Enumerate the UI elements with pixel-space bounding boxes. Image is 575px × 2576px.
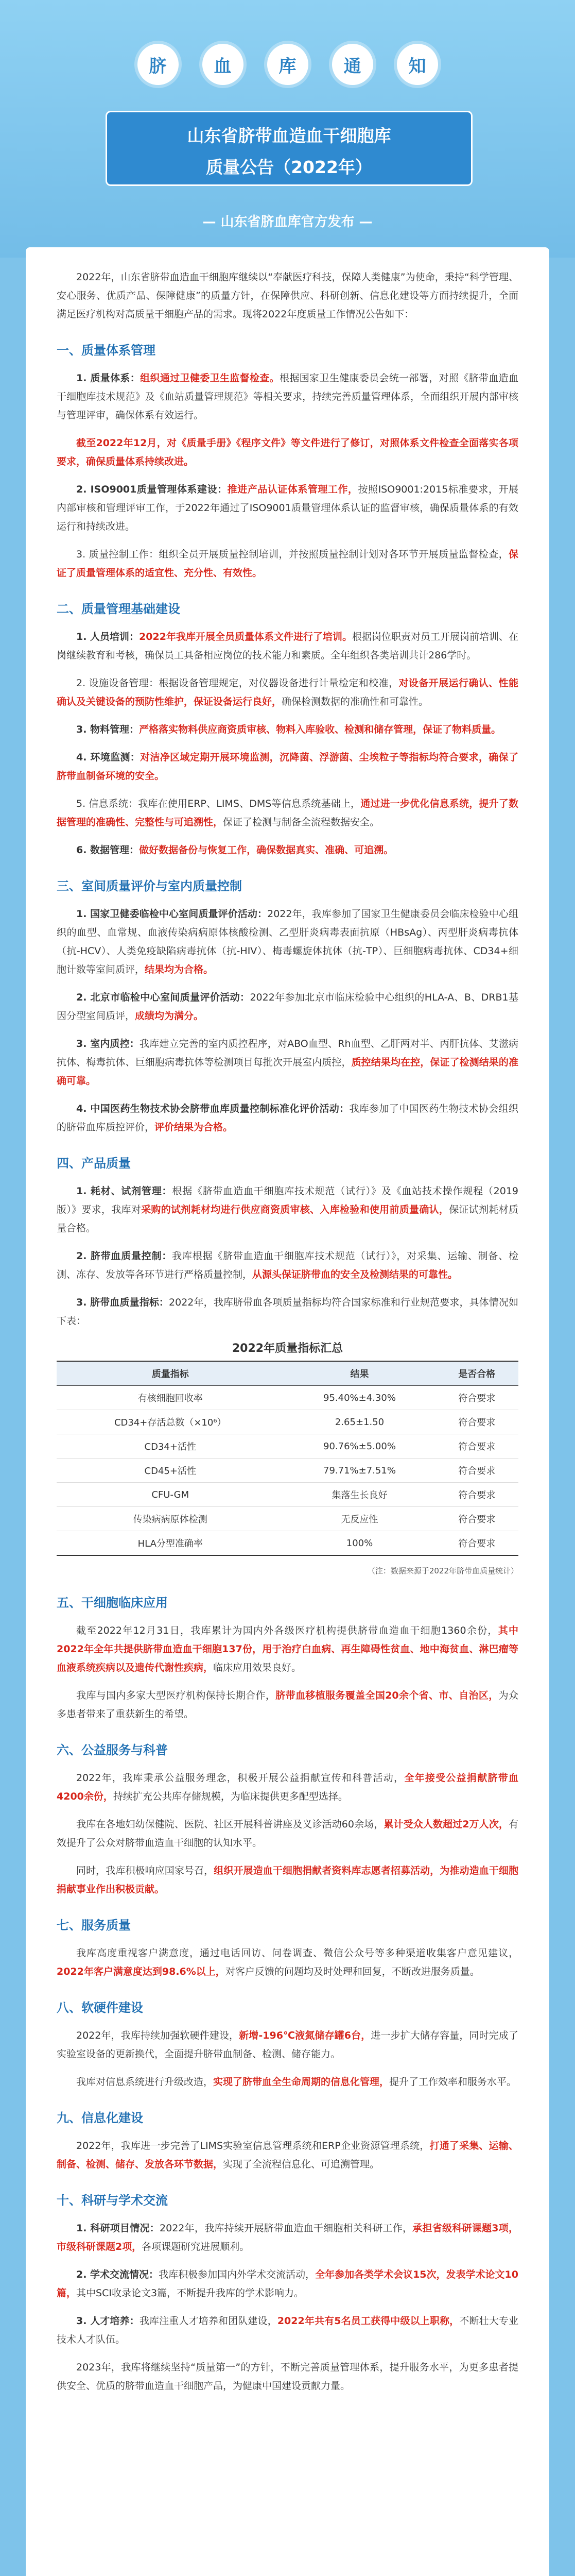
s2-p4-red: 对洁净区域定期开展环境监测，沉降菌、浮游菌、尘埃粒子等指标均符合要求，确保了脐带血制备环境的安全。 [57, 752, 518, 782]
s2-p1-label: 1. 人员培训： [76, 631, 140, 642]
s1-p4-text: 3. 质量控制工作：组织全员开展质量控制培训，并按照质量控制计划对各环节开展质量监督检查， [76, 549, 509, 560]
s5-paragraph-2 [57, 1686, 518, 1723]
s4-paragraph-3 [57, 1293, 518, 1330]
s5-p2-red: 脐带血移植服务覆盖全国20余个省、市、自治区， [275, 1690, 499, 1701]
table-cell: 集落生长良好 [284, 1483, 435, 1507]
s7-p1-red: 2022年客户满意度达到98.6%以上， [57, 1966, 225, 1977]
s6-p1-rest: 持续扩充公共库存储规模，为临床提供更多配型选择。 [113, 1791, 348, 1802]
s1-paragraph-2 [57, 434, 518, 471]
nav-row [0, 44, 575, 85]
s3-paragraph-4 [57, 1099, 518, 1137]
s2-p6-label: 6. 数据管理： [76, 844, 140, 856]
table-cell: 2.65±1.50 [284, 1410, 435, 1434]
s3-p3-label: 3. 室内质控： [76, 1038, 140, 1049]
s1-p4-red: 保证了质量管理体系的适宜性、充分性、有效性。 [57, 549, 518, 579]
s9-paragraph-1 [57, 2137, 518, 2174]
table-cell: 无反应性 [284, 1507, 435, 1531]
s2-paragraph-3 [57, 720, 518, 739]
table-row [57, 1507, 518, 1531]
s2-p2-rest: 确保检测数据的准确性和可靠性。 [282, 696, 429, 707]
s4-p1-rest: 根据《脐带血造血干细胞库技术规范（试行）》及《血站技术操作规程（2019版）》要求，我库对 [57, 1185, 519, 1215]
s8-p1-text: 2022年，我库持续加强软硬件建设， [76, 2030, 239, 2041]
s3-p1-rest: 2022年，我库参加了国家卫生健康委员会临床检验中心组织的血型、血常规、血液传染病病原体核酸检测、乙型肝炎病毒表面抗原（HBsAg）、丙型肝炎病毒抗体（抗-HCV）、人类免疫缺陷病毒抗体（抗-HIV）、梅毒螺旋体抗体（抗-TP）、巨细胞病毒抗体、CD34+细胞计数等室间质评， [57, 908, 518, 975]
table-cell: CD45+活性 [57, 1459, 284, 1483]
s5-p1-rest: 临床应用效果良好。 [213, 1662, 302, 1673]
table-cell: 符合要求 [435, 1434, 518, 1459]
s10-p1-label: 1. 科研项目情况： [76, 2223, 160, 2234]
s2-p3-label: 3. 物料管理： [76, 724, 140, 735]
table-cell: 符合要求 [435, 1386, 518, 1410]
s8-p1-rest: 进一步扩大储存容量，同时完成了实验室设备的更新换代，全面提升脐带血制备、检测、储存能力。 [57, 2030, 518, 2060]
nav-char-4: 通 [332, 44, 373, 85]
s10-paragraph-1 [57, 2219, 518, 2256]
s6-p1-red: 全年接受公益捐献脐带血4200余份， [57, 1772, 518, 1802]
section-title-7: 七、服务质量 [57, 1918, 131, 1933]
s4-paragraph-1 [57, 1182, 518, 1238]
table-header-cell: 结果 [284, 1361, 435, 1386]
s10-p3-rest2: 不断壮大专业技术人才队伍。 [57, 2315, 518, 2345]
s1-p1-rest: 根据国家卫生健康委员会统一部署，对照《脐带血造血干细胞库技术规范》及《血站质量管理规范》等相关要求，持续完善质量管理体系，全面组织开展内部审核与管理评审，确保体系有效运行。 [57, 372, 518, 421]
s3-p4-label: 4. 中国医药生物技术协会脐带血库质量控制标准化评价活动： [76, 1103, 350, 1114]
page-subtitle: 质量公告（2022年） [206, 157, 372, 177]
s5-p1-text: 截至2022年12月31日，我库累计为国内外各级医疗机构提供脐带血造血干细胞1360余份， [76, 1625, 498, 1636]
title-box [106, 111, 473, 186]
s6-p1-text: 2022年，我库秉承公益服务理念，积极开展公益捐献宣传和科普活动， [76, 1772, 405, 1784]
s1-paragraph-1 [57, 369, 518, 425]
table-cell: CFU-GM [57, 1483, 284, 1507]
s9-p1-rest: 实现了全流程信息化、可追溯管理。 [223, 2159, 380, 2170]
s6-p2-text: 我库在各地妇幼保健院、医院、社区开展科普讲座及义诊活动60余场， [76, 1819, 384, 1830]
table-row [57, 1434, 518, 1459]
s10-paragraph-4: 2023年，我库将继续坚持“质量第一”的方针，不断完善质量管理体系，提升服务水平，为更多患者提供安全、优质的脐带血造血干细胞产品，为健康中国建设贡献力量。 [57, 2362, 518, 2392]
s3-p1-label: 1. 国家卫健委临检中心室间质量评价活动： [76, 908, 268, 920]
table-cell: 符合要求 [435, 1507, 518, 1531]
s4-p1-rest2: 保证试剂耗材质量合格。 [57, 1204, 518, 1234]
content-card [26, 247, 549, 2576]
table-cell: 传染病病原体检测 [57, 1507, 284, 1531]
table-cell: 95.40%±4.30% [284, 1386, 435, 1410]
s10-p3-label: 3. 人才培养： [76, 2315, 140, 2327]
s7-paragraph-1 [57, 1944, 518, 1981]
page-title: 山东省脐带血造血干细胞库 [187, 126, 391, 146]
s6-p3-red: 组织开展造血干细胞捐献者资料库志愿者招募活动，为推动造血干细胞捐献事业作出积极贡献。 [57, 1865, 518, 1895]
s4-p1-red: 采购的试剂耗材均进行供应商资质审核、入库检验和使用前质量确认， [141, 1204, 449, 1215]
s1-paragraph-3 [57, 480, 518, 536]
quality-table [57, 1361, 518, 1556]
s2-paragraph-2 [57, 674, 518, 711]
s10-p1-rest2: 各项课题研究进展顺利。 [142, 2241, 250, 2252]
table-title: 2022年质量指标汇总 [232, 1342, 343, 1355]
table-cell: 符合要求 [435, 1410, 518, 1434]
s4-p2-label: 2. 脐带血质量控制： [76, 1250, 172, 1262]
s10-p2-red: 全年参加各类学术会议15次，发表学术论文10篇， [57, 2269, 518, 2299]
s2-p4-label: 4. 环境监测： [76, 752, 141, 763]
section-title-9: 九、信息化建设 [57, 2111, 143, 2125]
s9-p1-red: 打通了采集、运输、制备、检测、储存、发放各环节数据， [57, 2140, 518, 2170]
s7-p1-rest: 对客户反馈的问题均及时处理和回复，不断改进服务质量。 [225, 1966, 480, 1977]
s2-p1-red: 2022年我库开展全员质量体系文件进行了培训。 [139, 631, 352, 642]
table-row [57, 1483, 518, 1507]
s3-paragraph-3 [57, 1035, 518, 1090]
s2-p1-rest: 根据岗位职责对员工开展岗前培训、在岗继续教育和考核，确保员工具备相应岗位的技术能力和素质。全年组织各类培训共计286学时。 [57, 631, 518, 661]
s10-p2-label: 2. 学术交流情况： [76, 2269, 159, 2280]
table-header-cell: 质量指标 [57, 1361, 284, 1386]
intro-paragraph: 2022年，山东省脐带血造血干细胞库继续以“奉献医疗科技，保障人类健康”为使命，秉持“科学管理、安心服务、优质产品、保障健康”的质量方针，在保障供应、科研创新、信息化建设等方面持续提升，全面满足医疗机构对高质量干细胞产品的需求。现将2022年度质量工作情况公告如下： [57, 272, 518, 320]
section-title-2: 二、质量管理基础建设 [57, 602, 180, 616]
table-note: （注：数据来源于2022年脐带血质量统计） [367, 1566, 518, 1575]
s3-p4-rest: 我库参加了中国医药生物技术协会组织的脐带血库质控评价， [57, 1103, 518, 1133]
s2-paragraph-6 [57, 841, 518, 859]
s3-p4-red: 评价结果为合格。 [154, 1122, 233, 1133]
table-cell: 符合要求 [435, 1531, 518, 1556]
s2-paragraph-5 [57, 794, 518, 832]
table-cell: 79.71%±7.51% [284, 1459, 435, 1483]
s2-p5-red: 通过进一步优化信息系统，提升了数据管理的准确性、完整性与可追溯性， [57, 798, 518, 828]
s1-p3-red: 推进产品认证体系管理工作， [227, 484, 358, 495]
table-row [57, 1531, 518, 1556]
s5-p1-red: 其中2022年全年共提供脐带血造血干细胞137份，用于治疗白血病、再生障碍性贫血、地中海贫血、淋巴瘤等血液系统疾病以及遗传代谢性疾病， [57, 1625, 518, 1673]
s6-p3-text: 同时，我库积极响应国家号召， [76, 1865, 214, 1876]
s2-p6-red: 做好数据备份与恢复工作，确保数据真实、准确、可追溯。 [139, 844, 394, 856]
section-title-6: 六、公益服务与科普 [57, 1743, 168, 1757]
table-cell: 100% [284, 1531, 435, 1556]
s2-p2-red: 对设备开展运行确认、性能确认及关键设备的预防性维护，保证设备运行良好， [57, 677, 518, 707]
table-row [57, 1459, 518, 1483]
s3-p2-label: 2. 北京市临检中心室间质量评价活动： [76, 992, 250, 1003]
nav-char-3: 库 [267, 44, 308, 85]
s8-p2-rest: 提升了工作效率和服务水平。 [389, 2076, 517, 2088]
table-row [57, 1410, 518, 1434]
table-cell: 符合要求 [435, 1483, 518, 1507]
s6-p2-red: 累计受众人数超过2万人次， [384, 1819, 509, 1830]
s8-p2-red: 实现了脐带血全生命周期的信息化管理， [213, 2076, 390, 2088]
s10-paragraph-3 [57, 2312, 518, 2349]
s3-p3-rest: 我库建立完善的室内质控程序，对ABO血型、Rh血型、乙肝两对半、丙肝抗体、艾滋病抗体、梅毒抗体、巨细胞病毒抗体等检测项目每批次开展室内质控， [57, 1038, 518, 1068]
s5-p2-text: 我库与国内多家大型医疗机构保持长期合作， [76, 1690, 276, 1701]
s1-p1-red: 组织通过卫健委卫生监督检查。 [140, 372, 280, 384]
table-cell: CD34+存活总数（×10⁶） [57, 1410, 284, 1434]
nav-char-5: 知 [397, 44, 438, 85]
s2-p3-red: 严格落实物料供应商资质审核、物料入库验收、检测和储存管理，保证了物料质量。 [139, 724, 501, 735]
s1-p3-rest: 按照ISO9001:2015标准要求，开展内部审核和管理评审工作，于2022年通过了ISO9001质量管理体系认证的监督审核，确保质量体系的有效运行和持续改进。 [57, 484, 518, 532]
s8-paragraph-1 [57, 2026, 518, 2063]
s1-p1-label: 1. 质量体系： [76, 372, 141, 384]
s2-p2-text: 2. 设施设备管理：根据设备管理规定，对仪器设备进行计量检定和校准， [76, 677, 399, 689]
table-cell: 有核细胞回收率 [57, 1386, 284, 1410]
s2-p5-text: 5. 信息系统：我库在使用ERP、LIMS、DMS等信息系统基础上， [76, 798, 361, 809]
s4-p2-rest: 我库根据《脐带血造血干细胞库技术规范（试行）》，对采集、运输、制备、检测、冻存、发放等各环节进行严格质量控制， [57, 1250, 518, 1280]
s4-p3-rest: 2022年，我库脐带血各项质量指标均符合国家标准和行业规范要求，具体情况如下表： [57, 1297, 518, 1327]
table-header-cell: 是否合格 [435, 1361, 518, 1386]
header [0, 0, 575, 258]
s3-paragraph-2 [57, 988, 518, 1025]
section-title-1: 一、质量体系管理 [57, 343, 155, 358]
s4-p1-label: 1. 耗材、试剂管理： [76, 1185, 172, 1197]
s9-p1-text: 2022年，我库进一步完善了LIMS实验室信息管理系统和ERP企业资源管理系统， [76, 2140, 430, 2151]
s8-p2-text: 我库对信息系统进行升级改造， [76, 2076, 214, 2088]
s2-paragraph-1 [57, 628, 518, 665]
s3-p3-red: 质控结果均在控，保证了检测结果的准确可靠。 [57, 1057, 518, 1087]
s10-p2-rest: 我库积极参加国内外学术交流活动， [159, 2269, 316, 2280]
s1-p3-label: 2. ISO9001质量管理体系建设： [76, 484, 228, 495]
nav-char-2: 血 [202, 44, 243, 85]
s3-paragraph-1 [57, 905, 518, 979]
s6-paragraph-1 [57, 1769, 518, 1806]
s10-p1-rest: 2022年，我库持续开展脐带血造血干细胞相关科研工作， [160, 2223, 413, 2234]
section-title-5: 五、干细胞临床应用 [57, 1596, 168, 1610]
s2-paragraph-4 [57, 748, 518, 785]
s10-p2-rest2: 其中SCI收录论文3篇，不断提升我库的学术影响力。 [76, 2287, 304, 2299]
s5-paragraph-1 [57, 1621, 518, 1677]
section-title-4: 四、产品质量 [57, 1156, 131, 1171]
s5-p2-rest: 为众多患者带来了重获新生的希望。 [57, 1690, 518, 1720]
s6-p2-rest: 有效提升了公众对脐带血造血干细胞的认知水平。 [57, 1819, 518, 1849]
table-cell: HLA分型准确率 [57, 1531, 284, 1556]
section-title-3: 三、室间质量评价与室内质量控制 [57, 879, 242, 893]
section-title-10: 十、科研与学术交流 [57, 2193, 168, 2208]
table-cell: 符合要求 [435, 1459, 518, 1483]
s6-paragraph-3 [57, 1861, 518, 1899]
s7-p1-text: 我库高度重视客户满意度，通过电话回访、问卷调查、微信公众号等多种渠道收集客户意见建议， [76, 1947, 518, 1959]
s10-p3-rest: 我库注重人才培养和团队建设， [139, 2315, 277, 2327]
table-cell: CD34+活性 [57, 1434, 284, 1459]
s10-p1-red: 承担省级科研课题3项，市级科研课题2项， [57, 2223, 518, 2252]
s4-p2-red: 从源头保证脐带血的安全及检测结果的可靠性。 [252, 1269, 458, 1280]
s6-paragraph-2 [57, 1815, 518, 1852]
s8-p1-red: 新增-196℃液氮储存罐6台， [239, 2030, 371, 2041]
s1-p2-red: 截至2022年12月，对《质量手册》《程序文件》等文件进行了修订，对照体系文件检查全面落实各项要求，确保质量体系持续改进。 [57, 437, 518, 467]
s4-p3-label: 3. 脐带血质量指标： [76, 1297, 169, 1308]
s10-paragraph-2 [57, 2265, 518, 2302]
s8-paragraph-2 [57, 2073, 518, 2091]
s3-p2-red: 成绩均为满分。 [135, 1010, 204, 1022]
s4-paragraph-2 [57, 1247, 518, 1284]
s10-p3-red: 2022年共有5名员工获得中级以上职称， [277, 2315, 460, 2327]
publisher-line: — 山东省脐血库官方发布 — [202, 214, 373, 230]
section-title-8: 八、软硬件建设 [57, 2001, 143, 2015]
nav-char-1: 脐 [137, 44, 179, 85]
table-row [57, 1386, 518, 1410]
table-cell: 90.76%±5.00% [284, 1434, 435, 1459]
s3-p1-red: 结果均为合格。 [145, 964, 214, 975]
s2-p5-rest: 保证了检测与制备全流程数据安全。 [223, 817, 380, 828]
s3-p2-rest: 2022年参加北京市临床检验中心组织的HLA-A、B、DRB1基因分型室间质评， [57, 992, 518, 1022]
s1-paragraph-4 [57, 545, 518, 582]
table-header-row [57, 1361, 518, 1386]
